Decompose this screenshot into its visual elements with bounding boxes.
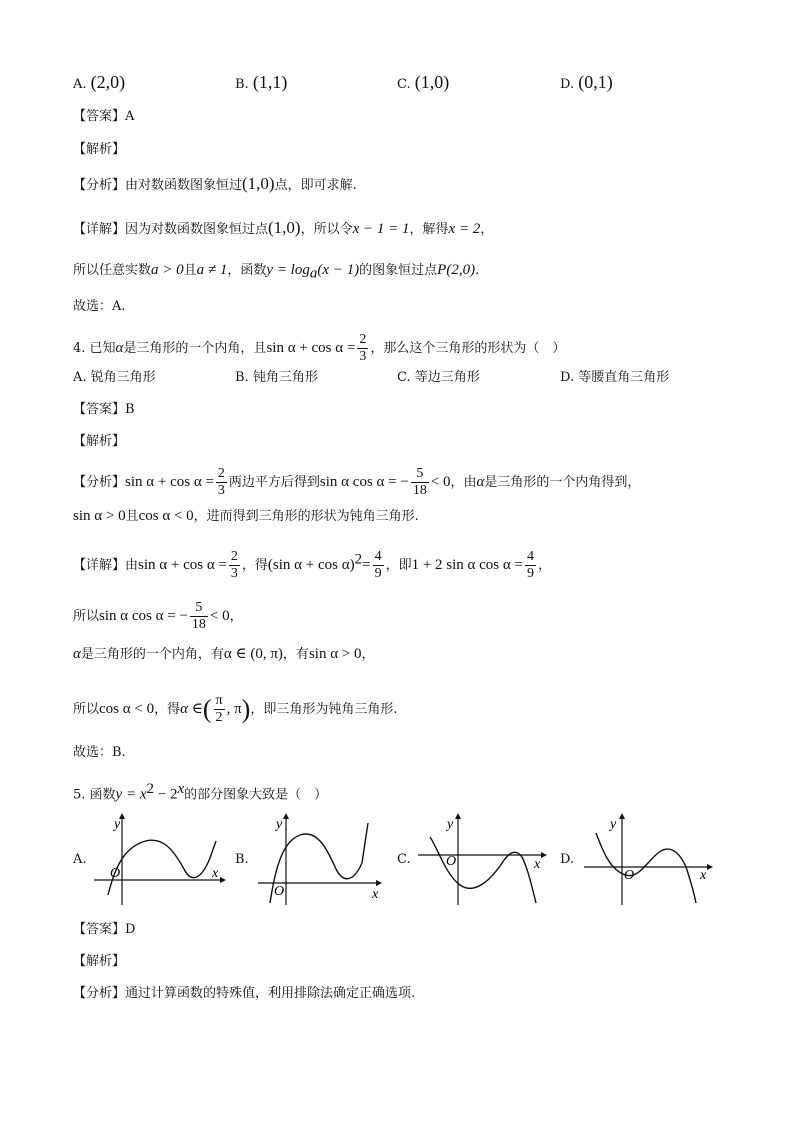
text: 所以	[73, 702, 100, 717]
equation: sin α + cos α =	[125, 474, 214, 490]
option-value: (2,0)	[90, 72, 126, 92]
text: 是三角形的一个内角，有	[80, 647, 224, 662]
fraction	[373, 549, 384, 582]
y-axis-label: y	[276, 817, 283, 832]
q3-fenxi	[73, 174, 357, 196]
option-value: (1,0)	[414, 72, 450, 92]
origin-label: O	[110, 866, 121, 881]
curve	[108, 840, 216, 895]
q5-jiexi: 【解析】	[73, 954, 126, 969]
option-value: (1,1)	[252, 72, 288, 92]
text: ，所以令	[300, 222, 353, 237]
point: (1,0)	[268, 218, 301, 237]
fraction	[525, 549, 536, 582]
q4-xiangjie	[73, 549, 551, 582]
q4-guxuan: 故选：B.	[73, 745, 126, 760]
q5-stem	[73, 779, 327, 805]
option-value: 等腰直角三角形	[578, 370, 670, 385]
text: 所以任意实数	[73, 263, 152, 278]
text: ，即	[385, 558, 412, 573]
option-letter: C.	[397, 77, 411, 92]
x-axis-label: x	[372, 887, 379, 902]
equation: y = x	[115, 786, 147, 803]
q4-answer: 【答案】B	[73, 402, 135, 417]
text: ，得	[241, 558, 268, 573]
x-arrow	[707, 864, 713, 870]
denominator: 18	[412, 483, 427, 498]
numerator: π	[215, 693, 223, 708]
q4-suoyi	[73, 600, 243, 633]
text: 【详解】由	[73, 558, 139, 573]
equation: sin α cos α = −	[99, 608, 188, 624]
y-axis-label: y	[610, 817, 617, 832]
text: ，	[480, 222, 494, 237]
graph-label-d: D.	[560, 852, 575, 867]
subscript: a	[309, 265, 318, 282]
origin-label: O	[446, 854, 457, 869]
text: ，即三角形为钝角三角形.	[250, 702, 398, 717]
equation: (sin α + cos α)	[267, 557, 355, 573]
equation: a > 0	[151, 262, 184, 278]
q5-fenxi: 【分析】通过计算函数的特殊值，利用排除法确定正确选项.	[73, 986, 416, 1001]
text: ，得	[154, 702, 181, 717]
exponent: x	[177, 781, 185, 797]
q4-option-d	[560, 368, 669, 388]
option-value: 锐角三角形	[90, 370, 156, 385]
q4-cos-line	[73, 693, 397, 726]
y-arrow	[619, 813, 625, 819]
equation: x = 2	[448, 221, 481, 237]
alpha: α	[115, 340, 124, 356]
q3-answer: 【答案】A	[73, 109, 135, 124]
alpha: α	[73, 646, 81, 662]
numerator: 4	[374, 549, 382, 564]
q3-xiangjie	[73, 218, 493, 240]
text: ，	[361, 647, 375, 662]
graph-c	[416, 813, 551, 908]
q4-jiexi: 【解析】	[73, 434, 126, 449]
numerator: 5	[190, 600, 208, 617]
graph-label-b: B.	[235, 852, 249, 867]
right-paren: )	[241, 694, 251, 724]
equation: (x − 1)	[317, 262, 360, 278]
equation: y = log	[266, 262, 310, 278]
q4-option-b	[235, 368, 318, 388]
exponent: 2	[354, 551, 363, 568]
numerator: 2	[230, 549, 238, 564]
equation: cos α < 0	[99, 701, 155, 717]
text: 的图象恒过点	[359, 263, 438, 278]
denominator: 3	[359, 349, 367, 364]
text: 点，即可求解.	[274, 178, 357, 193]
equation: < 0	[430, 474, 451, 490]
equals: =	[362, 557, 371, 573]
option-letter: C.	[397, 370, 411, 385]
denominator: 18	[191, 617, 206, 632]
text: ，那么这个三角形的形状为（ ）	[370, 341, 566, 356]
graph-a	[92, 813, 227, 908]
text: ，进而得到三角形的形状为钝角三角形.	[193, 509, 419, 524]
text: ，	[537, 558, 551, 573]
q4-stem	[73, 332, 565, 365]
text: 【详解】因为对数函数图象恒过点	[73, 222, 269, 237]
fraction	[214, 693, 225, 726]
equation: sin α + cos α =	[138, 557, 227, 573]
numerator: 2	[217, 466, 225, 481]
fraction	[357, 332, 368, 365]
q4-fenxi	[73, 466, 640, 499]
x-axis-label: x	[700, 868, 707, 883]
point: (1,0)	[242, 174, 275, 193]
x-arrow	[220, 877, 226, 883]
graph-label-c: C.	[397, 852, 411, 867]
fraction	[229, 549, 240, 582]
text: 且	[125, 509, 139, 524]
q4-option-c	[397, 368, 480, 388]
y-arrow	[283, 813, 289, 819]
graph-d	[582, 813, 717, 908]
q3-option-c	[397, 72, 449, 95]
q3-option-a	[73, 72, 125, 95]
graph-label-a: A.	[73, 852, 87, 867]
equation: sin α + cos α =	[266, 340, 356, 356]
equation: cos α < 0	[138, 508, 194, 524]
option-value: (0,1)	[578, 72, 613, 92]
q5-answer: 【答案】D	[73, 922, 136, 937]
text: ，	[229, 609, 243, 624]
text: 且	[183, 263, 197, 278]
equation: sin α cos α = −	[319, 474, 409, 490]
exponent: 2	[146, 781, 154, 797]
y-axis-label: y	[114, 817, 121, 832]
equation: a ≠ 1	[196, 262, 228, 278]
text: ，解得	[409, 222, 449, 237]
text: 是三角形的一个内角得到，	[484, 475, 641, 490]
x-arrow	[541, 852, 547, 858]
origin-label: O	[624, 868, 635, 883]
text: 的部分图象大致是（ ）	[184, 787, 328, 803]
text: ，有	[282, 647, 309, 662]
x-axis-label: x	[534, 857, 541, 872]
equation: − 2	[153, 786, 178, 803]
fraction	[216, 466, 227, 499]
option-letter: A.	[73, 77, 87, 92]
curve	[430, 837, 536, 903]
option-value: 等边三角形	[414, 370, 480, 385]
equation: sin α > 0	[73, 508, 126, 524]
q3-jiexi: 【解析】	[73, 142, 126, 157]
equation: α ∈	[180, 701, 203, 717]
numerator: 2	[359, 332, 367, 347]
denominator: 9	[374, 566, 382, 581]
option-value: 钝角三角形	[252, 370, 318, 385]
fraction	[190, 600, 208, 633]
y-arrow	[455, 813, 461, 819]
q3-option-d	[560, 72, 613, 95]
text: ，函数	[227, 263, 267, 278]
equation: < 0	[209, 608, 230, 624]
origin-label: O	[274, 884, 285, 899]
alpha: α	[476, 474, 485, 490]
equation: sin α > 0	[308, 646, 362, 662]
denominator: 9	[526, 566, 534, 581]
x-axis-label: x	[212, 866, 219, 881]
q4-option-a	[73, 368, 156, 388]
equation: P(2,0)	[437, 262, 476, 278]
q3-option-b	[235, 72, 287, 95]
q3-xiangjie-line2	[73, 260, 479, 284]
text: 5. 函数	[73, 787, 116, 803]
curve	[596, 833, 696, 903]
equation: , π	[226, 701, 242, 717]
y-axis-label: y	[447, 817, 454, 832]
denominator: 2	[215, 710, 223, 725]
text: 4. 已知	[73, 341, 116, 356]
left-paren: (	[202, 694, 212, 724]
q4-fenxi-line2	[73, 506, 419, 527]
option-letter: A.	[73, 370, 87, 385]
text: ，由	[450, 475, 477, 490]
text: 两边平方后得到	[228, 475, 320, 490]
equation: 1 + 2 sin α cos α =	[411, 557, 523, 573]
option-letter: B.	[235, 77, 249, 92]
q4-alpha-line	[73, 644, 375, 665]
denominator: 3	[217, 483, 225, 498]
numerator: 5	[411, 466, 429, 483]
denominator: 3	[230, 566, 238, 581]
curve	[270, 823, 368, 903]
text: .	[475, 263, 480, 278]
text: 是三角形的一个内角，且	[123, 341, 267, 356]
text: 【分析】由对数函数图象恒过	[73, 178, 243, 193]
option-letter: B.	[235, 370, 249, 385]
option-letter: D.	[560, 77, 575, 92]
equation: x − 1 = 1	[352, 221, 410, 237]
numerator: 4	[526, 549, 534, 564]
fraction	[411, 466, 429, 499]
text: 【分析】	[73, 475, 126, 490]
option-letter: D.	[560, 370, 575, 385]
graph-b	[256, 813, 386, 908]
text: 所以	[73, 609, 100, 624]
x-arrow	[376, 880, 382, 886]
q3-guxuan: 故选：A.	[73, 299, 126, 314]
equation: α ∈ (0, π)	[223, 646, 283, 662]
